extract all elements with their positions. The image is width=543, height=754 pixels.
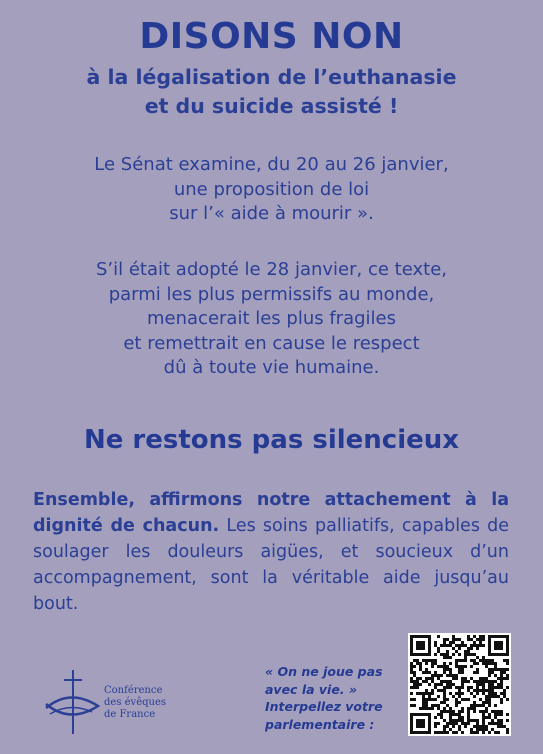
logo-line: de France: [104, 709, 156, 720]
section-heading: Ne restons pas silencieux: [83, 425, 460, 455]
senate-paragraph: [0, 153, 543, 227]
logo-text: [104, 685, 166, 721]
quote-line: « On ne joue pas: [265, 664, 383, 679]
cross-fish-logo-icon: [42, 668, 104, 738]
quote-line: avec la vie. »: [265, 681, 358, 697]
page-title: DISONS NON: [139, 16, 404, 57]
paragraph-line: et remettrait en cause le respect: [123, 332, 420, 354]
cef-logo: [42, 668, 202, 738]
quote-line: Interpellez votre: [265, 699, 383, 714]
page-subtitle: [0, 63, 543, 121]
paragraph-line: S’il était adopté le 28 janvier, ce texte,: [95, 259, 447, 280]
paragraph-line: Le Sénat examine, du 20 au 26 janvier,: [94, 154, 449, 175]
paragraph-line: dû à toute vie humaine.: [163, 357, 380, 378]
body-paragraph: [33, 487, 509, 617]
paragraph-line: sur l’« aide à mourir ».: [169, 203, 374, 224]
paragraph-line: menacerait les plus fragiles: [147, 308, 396, 329]
qr-code[interactable]: [408, 633, 511, 736]
threat-paragraph: [0, 258, 543, 381]
qr-code-icon: [408, 633, 511, 736]
logo-line: des évêques: [104, 697, 167, 708]
call-to-action-quote: [265, 663, 405, 733]
body-bold-text: Ensemble, affirmons notre attachement à la dignité de chacun.: [33, 490, 509, 536]
logo-line: Conférence: [104, 685, 163, 696]
subtitle-line: à la légalisation de l’euthanasie: [86, 65, 457, 89]
paragraph-line: parmi les plus permissifs au monde,: [108, 283, 435, 305]
quote-line: parlementaire :: [265, 716, 375, 732]
subtitle-line: et du suicide assisté !: [144, 94, 399, 118]
paragraph-line: une proposition de loi: [173, 178, 370, 200]
body-regular-text: Les soins palliatifs, capables de soulager les douleurs aigües, et soucieux d’un accompagnement, sont la véritable aide jusqu’au bout.: [33, 516, 510, 614]
